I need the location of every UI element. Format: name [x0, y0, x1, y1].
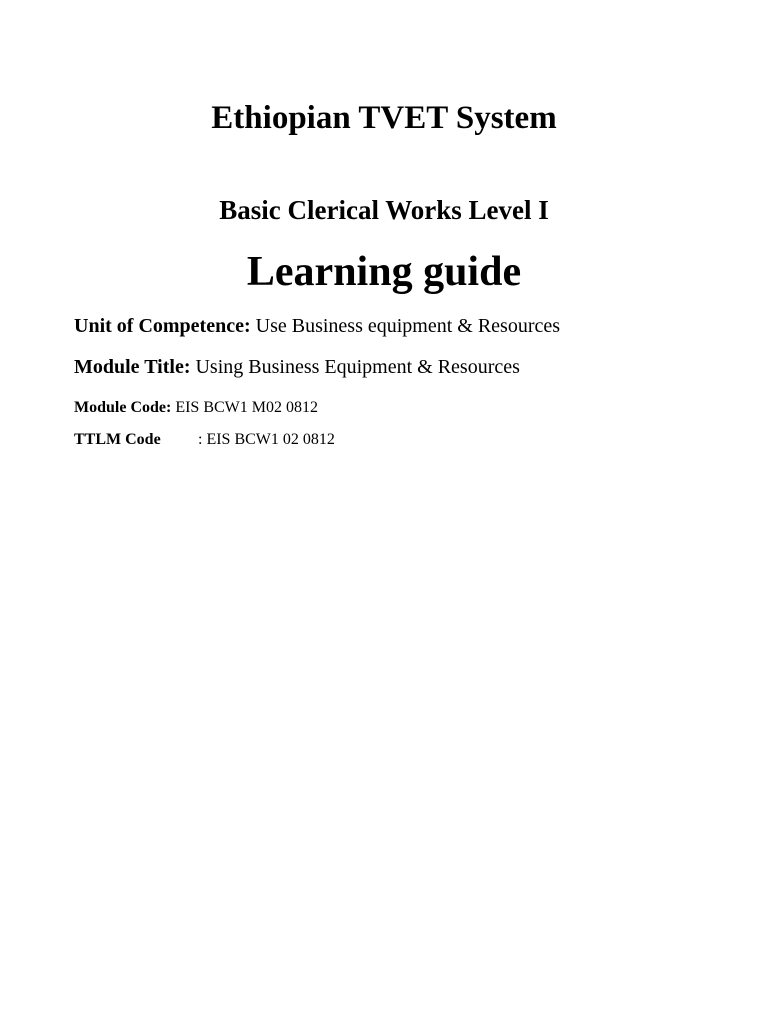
module-code-line [74, 397, 318, 419]
module-code-value: EIS BCW1 M02 0812 [175, 399, 318, 416]
ttlm-code-label: TTLM Code [74, 431, 161, 448]
ttlm-code-value: : EIS BCW1 02 0812 [198, 431, 335, 448]
occupation-title: Basic Clerical Works Level I [219, 195, 549, 225]
module-code-label: Module Code: [74, 399, 172, 416]
system-title: Ethiopian TVET System [211, 100, 557, 136]
module-title-value: Using Business Equipment & Resources [195, 356, 520, 378]
module-title-line [74, 354, 520, 380]
unit-of-competence-value: Use Business equipment & Resources [255, 315, 561, 337]
document-type-title: Learning guide [246, 249, 522, 295]
unit-of-competence-label: Unit of Competence: [74, 315, 251, 337]
module-title-label: Module Title: [74, 356, 191, 378]
unit-of-competence-line [74, 313, 560, 339]
ttlm-code-line [74, 429, 335, 451]
